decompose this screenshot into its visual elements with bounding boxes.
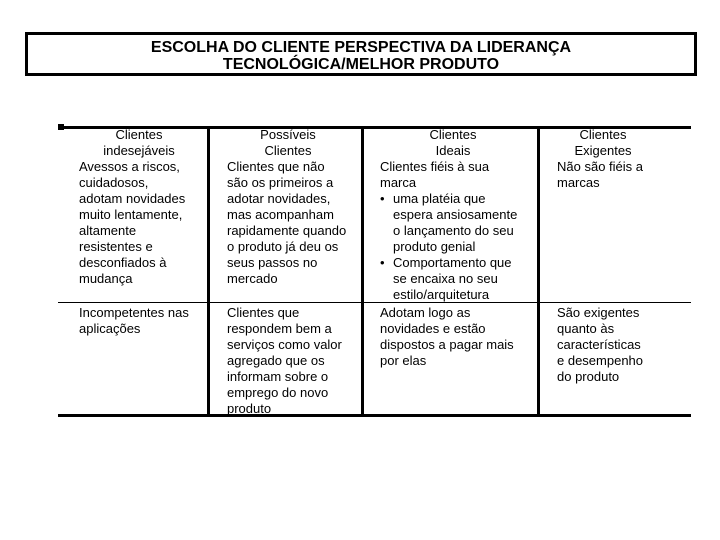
bullet-icon: • (380, 255, 385, 270)
column-divider-2 (361, 126, 364, 417)
header-clientes-indesejaveis: Clientes indesejáveis (103, 127, 175, 158)
bullet-icon: • (380, 191, 385, 206)
cell-possiveis-row2: Clientes que respondem bem a serviços como valor agregado que os informam sobre o emprego do novo produto (227, 305, 342, 416)
bullet-item-plateia: • uma platéia que espera ansiosamente o lançamento do seu produto genial (380, 191, 518, 254)
column-divider-1 (207, 126, 210, 417)
bullet-item-comportamento: • Comportamento que se encaixa no seu estilo/arquitetura (380, 255, 512, 302)
cell-ideais-description: Clientes fiéis à sua marca • uma platéia que espera ansiosamente o lançamento do seu produto genial • Comportamento que se encaixa no seu estilo/arquitetura (380, 159, 518, 302)
cell-indesejaveis-row2: Incompetentes nas aplicações (79, 305, 189, 336)
header-clientes-exigentes: Clientes Exigentes (574, 127, 632, 158)
slide-title (25, 32, 697, 76)
header-clientes-ideais: Clientes Ideais (429, 127, 477, 158)
cell-indesejaveis-description: Avessos a riscos, cuidadosos, adotam novidades muito lentamente, altamente resistentes e desconfiados à mudança (79, 159, 186, 286)
cell-possiveis-description: Clientes que não são os primeiros a adotar novidades, mas acompanham rapidamente quando o produto já deu os seus passos no mercado (227, 159, 347, 286)
cell-exigentes-description: Não são fiéis a marcas (557, 159, 643, 190)
title-line-1: ESCOLHA DO CLIENTE PERSPECTIVA DA LIDERANÇA (150, 39, 572, 56)
cell-exigentes-row2: São exigentes quanto às características e desempenho do produto (557, 305, 644, 384)
cell-ideais-row2: Adotam logo as novidades e estão dispostos a pagar mais por elas (380, 305, 514, 368)
table-bottom-rule (58, 414, 691, 417)
column-divider-3 (537, 126, 540, 417)
header-possiveis-clientes: Possíveis Clientes (260, 127, 316, 158)
title-line-2: TECNOLÓGICA/MELHOR PRODUTO (222, 56, 500, 73)
table-row-divider (58, 302, 691, 303)
